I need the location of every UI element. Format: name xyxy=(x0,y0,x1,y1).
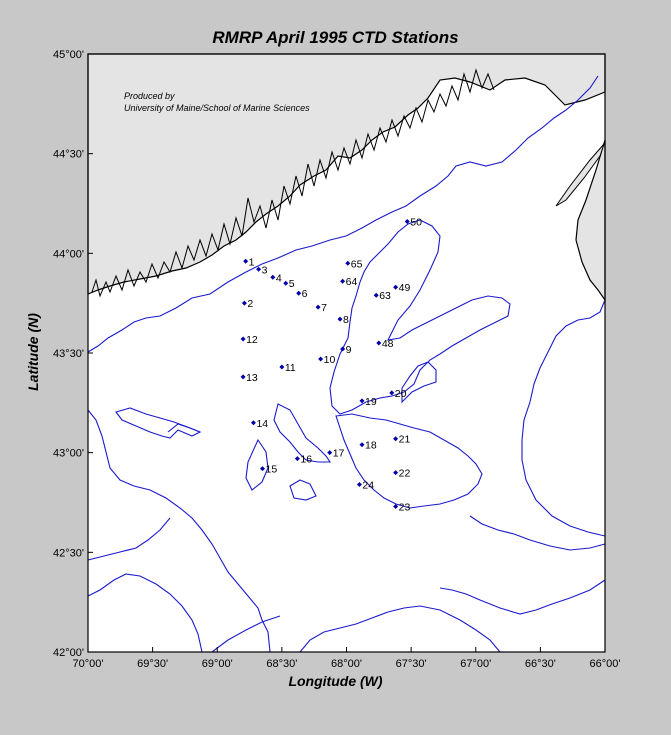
station-label: 9 xyxy=(345,344,352,357)
lon-tick-label: 66°00' xyxy=(589,658,621,670)
station-label: 50 xyxy=(410,216,422,229)
map-title: RMRP April 1995 CTD Stations xyxy=(212,28,459,47)
credit-line-2: University of Maine/School of Marine Sciences xyxy=(124,103,310,113)
station-label: 7 xyxy=(321,302,327,315)
lon-tick-label: 69°30' xyxy=(137,658,169,670)
station-label: 65 xyxy=(350,258,363,271)
station-label: 23 xyxy=(398,501,411,514)
station-label: 17 xyxy=(332,447,345,460)
station-label: 63 xyxy=(379,290,391,303)
y-axis-label: Latitude (N) xyxy=(25,313,41,391)
station-label: 21 xyxy=(398,433,411,446)
lat-tick-label: 45°00' xyxy=(53,49,84,61)
station-label: 8 xyxy=(343,314,349,327)
lon-tick-label: 69°00' xyxy=(201,658,233,670)
lon-tick-label: 67°00' xyxy=(460,658,492,670)
lon-tick-label: 67°30' xyxy=(395,658,427,670)
lat-tick-label: 44°00' xyxy=(53,248,84,261)
station-label: 24 xyxy=(362,479,375,492)
lat-tick-label: 44°30' xyxy=(53,148,84,161)
station-label: 6 xyxy=(301,288,308,301)
station-label: 15 xyxy=(265,463,278,476)
station-label: 4 xyxy=(275,272,282,285)
station-label: 12 xyxy=(246,334,258,347)
station-label: 20 xyxy=(394,387,407,400)
station-label: 19 xyxy=(365,395,377,408)
station-label: 2 xyxy=(247,298,254,311)
lat-tick-label: 43°00' xyxy=(53,447,84,460)
x-axis-label: Longitude (W) xyxy=(288,673,383,689)
station-label: 14 xyxy=(256,417,269,430)
credit-line-1: Produced by xyxy=(124,91,175,101)
station-label: 22 xyxy=(398,467,411,480)
lon-tick-label: 66°30' xyxy=(524,658,556,670)
station-label: 48 xyxy=(381,338,394,351)
lon-tick-label: 68°30' xyxy=(266,658,298,670)
station-label: 18 xyxy=(365,439,377,452)
lon-tick-label: 68°00' xyxy=(331,658,362,670)
station-label: 11 xyxy=(284,361,296,374)
station-label: 49 xyxy=(398,282,411,295)
lat-tick-label: 42°00' xyxy=(53,647,84,659)
lat-tick-label: 43°30' xyxy=(53,348,84,360)
station-label: 13 xyxy=(246,371,258,384)
station-label: 3 xyxy=(261,264,268,277)
lon-tick-label: 70°00' xyxy=(72,658,104,670)
station-label: 64 xyxy=(345,276,358,289)
lat-tick-label: 42°30' xyxy=(53,547,84,560)
station-label: 1 xyxy=(248,256,255,269)
station-label: 16 xyxy=(300,453,313,466)
latitude-ticks xyxy=(53,49,93,659)
station-label: 10 xyxy=(323,353,336,366)
station-label: 5 xyxy=(288,278,295,291)
